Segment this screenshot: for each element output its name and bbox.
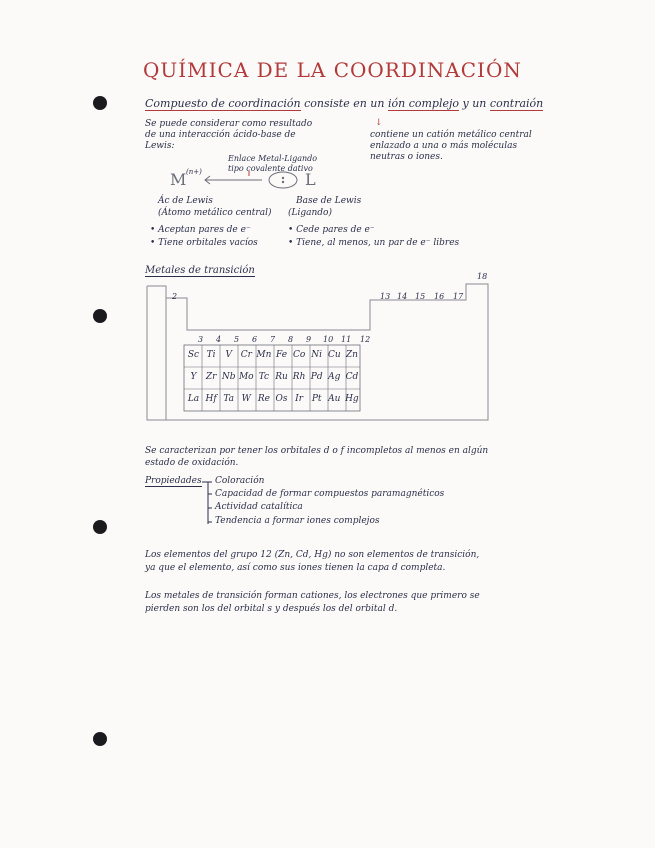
group-number: 18 [477, 272, 488, 281]
property-item: Coloración [215, 476, 265, 486]
element-cell: Cu [327, 350, 341, 360]
element-cell: Co [292, 350, 306, 360]
element-cell: Rh [292, 372, 306, 382]
element-cell: Zr [205, 372, 217, 382]
element-cell: Sc [187, 350, 200, 360]
group-number: 5 [234, 335, 240, 344]
element-cell: Os [275, 394, 288, 404]
group-number: 8 [288, 335, 294, 344]
group-number: 12 [360, 335, 371, 344]
element-cell: Pt [311, 394, 322, 404]
bond-label: Enlace Metal-Ligando tipo covalente dativo [228, 154, 318, 173]
group-number: 6 [252, 335, 258, 344]
element-cell: Nb [221, 372, 236, 382]
group-number: 16 [434, 292, 445, 301]
group-number: 9 [306, 335, 312, 344]
element-cell: W [241, 394, 251, 404]
page-title: QUÍMICA DE LA COORDINACIÓN [143, 58, 522, 82]
metal-symbol: M [170, 170, 187, 189]
element-cell: Mo [238, 372, 254, 382]
element-cell: Re [257, 394, 270, 404]
group12-text: Los elementos del grupo 12 (Zn, Cd, Hg) no son elementos de transición, ya que el elemento, así como sus iones tienen la capa d completa. [145, 550, 480, 573]
group-number: 17 [453, 292, 464, 301]
element-cell: Ru [275, 372, 288, 382]
term-ion-complejo: ión complejo [387, 97, 460, 110]
element-cell: V [225, 350, 232, 360]
group-number: 14 [397, 292, 408, 301]
group-number: 2 [172, 292, 178, 301]
characterize-text: Se caracterizan por tener los orbitales d o f incompletos al menos en algún estado de oxidación. [145, 446, 489, 468]
group-number: 3 [198, 335, 204, 344]
element-cell: Ti [206, 350, 216, 360]
cations-text: Los metales de transición forman cationes, los electrones que primero se pierden son los del orbital s y después los del orbital d. [145, 591, 480, 614]
element-cell: Y [190, 372, 197, 382]
ligand-symbol: L [305, 170, 316, 189]
element-cell: Zn [345, 350, 358, 360]
element-cell: Ag [328, 372, 341, 382]
group-number: 11 [341, 335, 352, 344]
element-cell: Cd [345, 372, 359, 382]
down-arrow-icon: ↓ [375, 118, 383, 128]
properties-label: Propiedades [145, 476, 202, 486]
element-cell: Mn [256, 350, 272, 360]
group-number: 4 [216, 335, 222, 344]
element-cell: Tc [258, 372, 270, 382]
term-contraion: contraión [489, 97, 544, 110]
group-number: 7 [270, 335, 276, 344]
acid-properties: • Aceptan pares de e⁻ • Tiene orbitales vacíos [150, 225, 258, 248]
term-compuesto: Compuesto de coordinación [145, 97, 301, 110]
element-cell: La [187, 394, 200, 404]
element-cell: Cr [240, 350, 252, 360]
group-number: 13 [380, 292, 391, 301]
metal-charge: (n+) [186, 168, 202, 176]
element-cell: Ir [295, 394, 304, 404]
element-cell: Hg [345, 394, 359, 404]
property-item: Capacidad de formar compuestos paramagnéticos [215, 489, 445, 499]
intro-text: consiste en un [304, 97, 385, 110]
property-item: Actividad catalítica [215, 502, 303, 512]
acid-block: Ác de Lewis (Átomo metálico central) [158, 196, 272, 218]
element-cell: Au [328, 394, 341, 404]
group-number: 10 [323, 335, 334, 344]
property-item: Tendencia a formar iones complejos [215, 516, 380, 526]
element-cell: Ni [311, 350, 323, 360]
section-heading-metales: Metales de transición [145, 265, 255, 276]
right-note: contiene un catión metálico central enlazado a una o más moléculas neutras o iones. [370, 130, 532, 162]
element-cell: Hf [205, 394, 217, 404]
element-cell: Pd [310, 372, 323, 382]
element-cell: Fe [275, 350, 288, 360]
base-properties: • Cede pares de e⁻ • Tiene, al menos, un par de e⁻ libres [288, 225, 460, 248]
intro-text: y un [462, 97, 487, 110]
base-block: Base de Lewis (Ligando) [288, 196, 362, 218]
left-note: Se puede considerar como resultado de una interacción ácido-base de Lewis: [145, 119, 313, 151]
group-number: 15 [415, 292, 426, 301]
element-cell: Ta [223, 394, 235, 404]
